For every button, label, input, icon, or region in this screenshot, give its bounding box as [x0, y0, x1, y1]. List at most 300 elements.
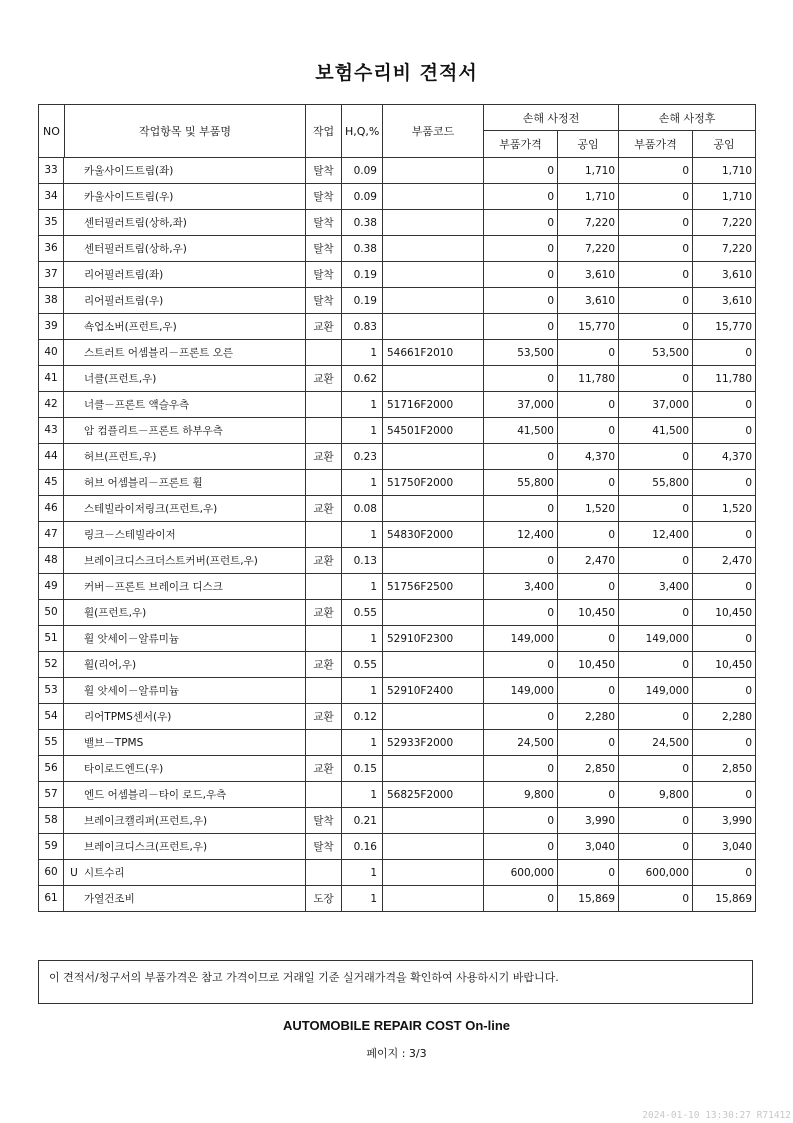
row-price-after: 0 [619, 210, 693, 236]
print-timestamp: 2024-01-10 13:30:27 R71412 [642, 1110, 791, 1121]
row-price-before: 149,000 [484, 678, 558, 704]
row-price-before: 0 [484, 808, 558, 834]
row-flag: U [70, 866, 78, 879]
row-number: 56 [39, 756, 64, 781]
row-part-code: 52933F2000 [383, 730, 484, 756]
row-part-code: 54501F2000 [383, 418, 484, 444]
row-part-code [383, 600, 484, 626]
row-item-name: 스테빌라이저링크(프런트,우) [84, 503, 218, 515]
row-price-after: 0 [619, 704, 693, 730]
row-hq: 1 [342, 678, 383, 704]
row-item-name: 너클(프런트,우) [84, 373, 157, 385]
row-labor-after: 0 [693, 730, 756, 756]
row-work: 교환 [306, 496, 342, 522]
row-labor-before: 1,710 [558, 158, 619, 184]
price-notice: 이 견적서/청구서의 부품가격은 참고 가격이므로 거래일 기준 실거래가격을 확인하여 사용하시기 바랍니다. [38, 960, 753, 1004]
row-hq: 1 [342, 418, 383, 444]
row-work: 교환 [306, 600, 342, 626]
row-labor-after: 7,220 [693, 210, 756, 236]
row-price-after: 149,000 [619, 626, 693, 652]
row-number: 38 [39, 288, 64, 313]
row-price-after: 12,400 [619, 522, 693, 548]
row-price-before: 0 [484, 288, 558, 314]
row-part-code [383, 366, 484, 392]
row-no-name-cell [39, 314, 306, 340]
row-hq: 0.08 [342, 496, 383, 522]
row-no-name-cell [39, 626, 306, 652]
header-price-before: 부품가격 [484, 131, 558, 158]
row-hq: 1 [342, 626, 383, 652]
row-labor-after: 0 [693, 470, 756, 496]
table-row [39, 678, 756, 704]
table-row [39, 418, 756, 444]
row-work [306, 626, 342, 652]
row-labor-before: 10,450 [558, 652, 619, 678]
row-labor-after: 0 [693, 574, 756, 600]
row-price-before: 0 [484, 496, 558, 522]
row-labor-after: 2,850 [693, 756, 756, 782]
table-row [39, 782, 756, 808]
row-work: 교환 [306, 756, 342, 782]
row-labor-after: 1,710 [693, 184, 756, 210]
row-number: 55 [39, 730, 64, 755]
row-part-code: 51756F2500 [383, 574, 484, 600]
row-labor-before: 15,770 [558, 314, 619, 340]
row-number: 41 [39, 366, 64, 391]
row-labor-before: 0 [558, 860, 619, 886]
row-labor-after: 3,040 [693, 834, 756, 860]
row-work [306, 730, 342, 756]
row-part-code: 52910F2400 [383, 678, 484, 704]
table-row [39, 626, 756, 652]
row-hq: 0.12 [342, 704, 383, 730]
row-labor-before: 7,220 [558, 236, 619, 262]
row-item-name: 휠(리어,우) [84, 659, 137, 671]
row-part-code: 56825F2000 [383, 782, 484, 808]
row-number: 36 [39, 236, 64, 261]
row-work: 교환 [306, 652, 342, 678]
row-hq: 0.55 [342, 600, 383, 626]
row-work: 교환 [306, 548, 342, 574]
row-item-name: 스트러트 어셈블리－프론트 오른 [84, 347, 234, 359]
row-price-after: 55,800 [619, 470, 693, 496]
row-no-name-cell [39, 834, 306, 860]
row-no-name-cell [39, 392, 306, 418]
row-price-after: 3,400 [619, 574, 693, 600]
row-work: 교환 [306, 366, 342, 392]
table-row [39, 600, 756, 626]
row-labor-after: 4,370 [693, 444, 756, 470]
row-part-code [383, 210, 484, 236]
row-labor-after: 0 [693, 782, 756, 808]
row-hq: 0.09 [342, 158, 383, 184]
row-number: 34 [39, 184, 64, 209]
row-work: 탈착 [306, 288, 342, 314]
row-item-name: 리어TPMS센서(우) [84, 711, 172, 723]
row-work: 탈착 [306, 184, 342, 210]
row-price-after: 0 [619, 262, 693, 288]
row-no-name-cell [39, 522, 306, 548]
table-row [39, 470, 756, 496]
row-number: 48 [39, 548, 64, 573]
row-hq: 1 [342, 470, 383, 496]
row-hq: 0.83 [342, 314, 383, 340]
row-hq: 1 [342, 782, 383, 808]
row-number: 49 [39, 574, 64, 599]
row-price-before: 3,400 [484, 574, 558, 600]
row-price-after: 0 [619, 184, 693, 210]
row-no-name-cell [39, 730, 306, 756]
row-part-code [383, 262, 484, 288]
row-number: 39 [39, 314, 64, 339]
table-row [39, 496, 756, 522]
row-work [306, 418, 342, 444]
row-number: 33 [39, 158, 64, 183]
table-row [39, 756, 756, 782]
row-labor-after: 0 [693, 626, 756, 652]
row-item-name: 가열건조비 [84, 893, 135, 905]
row-no-name-cell [39, 366, 306, 392]
row-work: 교환 [306, 444, 342, 470]
row-number: 57 [39, 782, 64, 807]
row-labor-after: 0 [693, 392, 756, 418]
row-price-after: 0 [619, 158, 693, 184]
row-labor-after: 10,450 [693, 652, 756, 678]
row-item-name: 휠(프런트,우) [84, 607, 147, 619]
row-number: 52 [39, 652, 64, 677]
row-no-name-cell [39, 652, 306, 678]
table-row [39, 574, 756, 600]
row-no-name-cell [39, 678, 306, 704]
table-row [39, 834, 756, 860]
row-no-name-cell [39, 886, 306, 912]
row-labor-before: 0 [558, 340, 619, 366]
row-labor-before: 0 [558, 678, 619, 704]
row-labor-after: 1,710 [693, 158, 756, 184]
row-labor-before: 4,370 [558, 444, 619, 470]
row-labor-after: 3,610 [693, 288, 756, 314]
row-labor-after: 2,280 [693, 704, 756, 730]
row-price-before: 0 [484, 444, 558, 470]
row-labor-after: 11,780 [693, 366, 756, 392]
row-price-before: 37,000 [484, 392, 558, 418]
row-item-name: 센터필러트림(상하,좌) [84, 217, 187, 229]
row-item-name: 허브 어셈블리－프론트 휠 [84, 477, 203, 489]
row-item-name: 휠 앗세이－알류미늄 [84, 633, 179, 645]
row-number: 43 [39, 418, 64, 443]
row-part-code [383, 314, 484, 340]
footer-title: AUTOMOBILE REPAIR COST On-line [282, 1018, 511, 1033]
row-no-name-cell [39, 418, 306, 444]
row-number: 54 [39, 704, 64, 729]
row-price-before: 0 [484, 756, 558, 782]
row-work: 탈착 [306, 834, 342, 860]
row-no-name-cell [39, 184, 306, 210]
row-item-name: 커버－프론트 브레이크 디스크 [84, 581, 223, 593]
header-after: 손해 사정후 [619, 105, 756, 131]
page-number: 페이지 : 3/3 [366, 1047, 427, 1060]
row-labor-before: 15,869 [558, 886, 619, 912]
row-labor-before: 2,850 [558, 756, 619, 782]
row-price-after: 24,500 [619, 730, 693, 756]
row-labor-before: 0 [558, 574, 619, 600]
row-labor-after: 3,610 [693, 262, 756, 288]
row-work [306, 860, 342, 886]
row-no-name-cell [39, 782, 306, 808]
row-price-before: 0 [484, 236, 558, 262]
row-part-code [383, 158, 484, 184]
row-price-after: 41,500 [619, 418, 693, 444]
header-hq: H,Q,% [342, 105, 383, 158]
row-price-after: 0 [619, 496, 693, 522]
row-part-code: 54830F2000 [383, 522, 484, 548]
row-price-after: 0 [619, 314, 693, 340]
row-item-name: 휠 앗세이－알류미늄 [84, 685, 179, 697]
row-labor-before: 0 [558, 522, 619, 548]
row-hq: 1 [342, 574, 383, 600]
row-no-name-cell [39, 496, 306, 522]
row-part-code [383, 496, 484, 522]
row-no-name-cell [39, 340, 306, 366]
table-row [39, 366, 756, 392]
row-no-name-cell [39, 262, 306, 288]
row-price-after: 0 [619, 600, 693, 626]
row-hq: 1 [342, 340, 383, 366]
row-number: 47 [39, 522, 64, 547]
row-number: 44 [39, 444, 64, 469]
row-labor-after: 0 [693, 340, 756, 366]
row-part-code [383, 756, 484, 782]
row-price-before: 0 [484, 366, 558, 392]
row-no-name-cell [39, 704, 306, 730]
row-part-code [383, 548, 484, 574]
row-work: 탈착 [306, 262, 342, 288]
row-hq: 1 [342, 730, 383, 756]
row-number: 51 [39, 626, 64, 651]
row-price-before: 0 [484, 704, 558, 730]
row-hq: 0.19 [342, 262, 383, 288]
row-labor-before: 0 [558, 626, 619, 652]
row-part-code [383, 704, 484, 730]
row-hq: 0.55 [342, 652, 383, 678]
row-labor-before: 1,710 [558, 184, 619, 210]
row-labor-before: 1,520 [558, 496, 619, 522]
row-no-name-cell [39, 756, 306, 782]
row-no-name-cell [39, 158, 306, 184]
row-work [306, 522, 342, 548]
row-item-name: 허브(프런트,우) [84, 451, 157, 463]
row-number: 61 [39, 886, 64, 911]
row-price-before: 0 [484, 652, 558, 678]
row-price-before: 0 [484, 548, 558, 574]
row-price-after: 0 [619, 834, 693, 860]
row-part-code [383, 288, 484, 314]
row-work: 교환 [306, 704, 342, 730]
row-price-before: 600,000 [484, 860, 558, 886]
row-hq: 0.62 [342, 366, 383, 392]
row-no-name-cell [39, 236, 306, 262]
table-row [39, 158, 756, 184]
row-number: 42 [39, 392, 64, 417]
estimate-rows [39, 158, 756, 912]
row-hq: 0.13 [342, 548, 383, 574]
table-row [39, 340, 756, 366]
row-no-name-cell [39, 860, 306, 886]
row-no-name-cell [39, 548, 306, 574]
row-hq: 0.15 [342, 756, 383, 782]
row-item-name: 밸브－TPMS [84, 737, 144, 749]
row-price-after: 0 [619, 366, 693, 392]
row-labor-before: 3,610 [558, 288, 619, 314]
row-hq: 1 [342, 392, 383, 418]
row-part-code [383, 236, 484, 262]
row-hq: 0.23 [342, 444, 383, 470]
header-work: 작업 [306, 105, 342, 158]
row-work: 탈착 [306, 236, 342, 262]
row-labor-after: 15,770 [693, 314, 756, 340]
row-number: 50 [39, 600, 64, 625]
row-price-before: 0 [484, 210, 558, 236]
row-hq: 1 [342, 522, 383, 548]
row-number: 53 [39, 678, 64, 703]
row-number: 46 [39, 496, 64, 521]
row-item-name: 타이로드엔드(우) [84, 763, 164, 775]
header-labor-before: 공임 [558, 131, 619, 158]
row-labor-after: 0 [693, 678, 756, 704]
row-no-name-cell [39, 444, 306, 470]
row-labor-after: 7,220 [693, 236, 756, 262]
row-price-before: 9,800 [484, 782, 558, 808]
row-number: 37 [39, 262, 64, 287]
row-hq: 0.38 [342, 210, 383, 236]
row-price-before: 41,500 [484, 418, 558, 444]
table-row [39, 808, 756, 834]
row-labor-before: 11,780 [558, 366, 619, 392]
table-row [39, 548, 756, 574]
row-item-name: 리어필러트림(좌) [84, 269, 164, 281]
header-price-after: 부품가격 [619, 131, 693, 158]
row-hq: 0.16 [342, 834, 383, 860]
table-row [39, 314, 756, 340]
table-row [39, 444, 756, 470]
table-row [39, 704, 756, 730]
row-labor-before: 2,470 [558, 548, 619, 574]
row-item-name: 링크－스테빌라이저 [84, 529, 176, 541]
row-no-name-cell [39, 210, 306, 236]
estimate-table [38, 104, 756, 912]
row-work: 탈착 [306, 158, 342, 184]
row-price-after: 9,800 [619, 782, 693, 808]
row-price-before: 53,500 [484, 340, 558, 366]
row-price-after: 0 [619, 236, 693, 262]
table-row [39, 184, 756, 210]
row-number: 45 [39, 470, 64, 495]
row-labor-after: 2,470 [693, 548, 756, 574]
table-row [39, 262, 756, 288]
table-row [39, 886, 756, 912]
header-no: NO [39, 105, 65, 158]
row-work [306, 340, 342, 366]
row-item-name: 시트수리 [84, 867, 125, 879]
table-row [39, 392, 756, 418]
row-hq: 1 [342, 860, 383, 886]
row-labor-before: 3,610 [558, 262, 619, 288]
header-labor-after: 공임 [693, 131, 756, 158]
row-labor-after: 1,520 [693, 496, 756, 522]
table-row [39, 652, 756, 678]
row-price-before: 0 [484, 158, 558, 184]
row-price-after: 0 [619, 808, 693, 834]
row-price-before: 149,000 [484, 626, 558, 652]
table-row [39, 236, 756, 262]
row-work [306, 782, 342, 808]
row-labor-after: 0 [693, 860, 756, 886]
row-item-name: 너클－프론트 액슬우측 [84, 399, 190, 411]
row-labor-before: 0 [558, 392, 619, 418]
row-number: 60 [39, 860, 64, 885]
row-labor-before: 10,450 [558, 600, 619, 626]
row-labor-after: 0 [693, 522, 756, 548]
row-no-name-cell [39, 808, 306, 834]
row-price-before: 0 [484, 600, 558, 626]
row-item-name: 암 컴플리트－프론트 하부우측 [84, 425, 223, 437]
header-item: 작업항목 및 부품명 [65, 105, 306, 158]
row-work [306, 392, 342, 418]
row-labor-after: 0 [693, 418, 756, 444]
row-part-code: 54661F2010 [383, 340, 484, 366]
row-part-code [383, 886, 484, 912]
row-price-before: 0 [484, 262, 558, 288]
row-work: 탈착 [306, 210, 342, 236]
row-price-after: 0 [619, 288, 693, 314]
row-price-after: 37,000 [619, 392, 693, 418]
row-number: 58 [39, 808, 64, 833]
row-work [306, 574, 342, 600]
row-labor-before: 0 [558, 782, 619, 808]
row-price-before: 55,800 [484, 470, 558, 496]
row-no-name-cell [39, 574, 306, 600]
row-part-code [383, 808, 484, 834]
row-hq: 0.21 [342, 808, 383, 834]
row-price-after: 149,000 [619, 678, 693, 704]
row-part-code [383, 834, 484, 860]
table-row [39, 210, 756, 236]
row-labor-after: 10,450 [693, 600, 756, 626]
row-item-name: 리어필러트림(우) [84, 295, 164, 307]
row-price-before: 0 [484, 886, 558, 912]
row-work [306, 470, 342, 496]
row-price-before: 0 [484, 184, 558, 210]
row-price-after: 0 [619, 886, 693, 912]
row-work: 교환 [306, 314, 342, 340]
row-price-after: 0 [619, 444, 693, 470]
row-part-code: 51716F2000 [383, 392, 484, 418]
row-work: 도장 [306, 886, 342, 912]
row-price-after: 0 [619, 548, 693, 574]
row-part-code [383, 860, 484, 886]
row-labor-before: 7,220 [558, 210, 619, 236]
row-labor-after: 3,990 [693, 808, 756, 834]
row-price-after: 0 [619, 652, 693, 678]
row-part-code: 52910F2300 [383, 626, 484, 652]
row-item-name: 브레이크디스크더스트커버(프런트,우) [84, 555, 258, 567]
row-no-name-cell [39, 470, 306, 496]
header-code: 부품코드 [383, 105, 484, 158]
row-hq: 0.09 [342, 184, 383, 210]
row-part-code [383, 184, 484, 210]
row-no-name-cell [39, 288, 306, 314]
row-hq: 0.38 [342, 236, 383, 262]
